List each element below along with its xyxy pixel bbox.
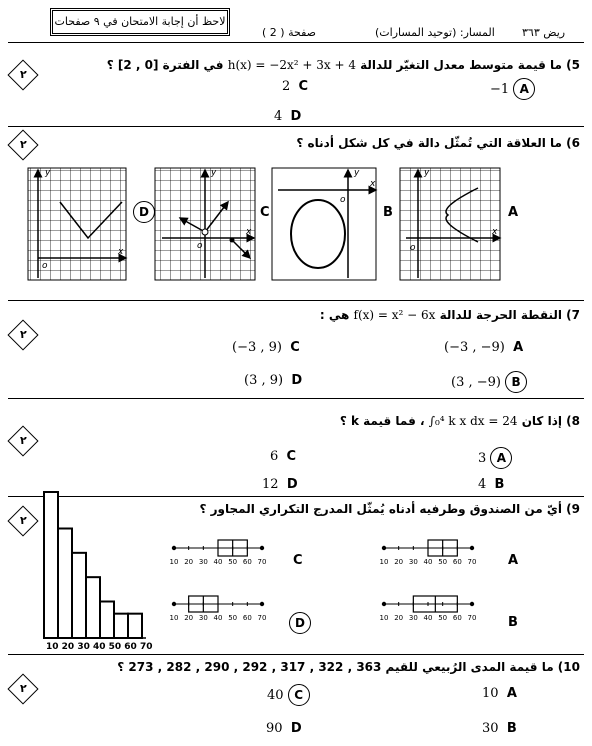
boxplot (170, 596, 267, 622)
q7-option-c[interactable]: (−3 , 9) C (232, 340, 300, 355)
histogram-axis-labels: 10 20 30 40 50 60 70 (46, 642, 153, 652)
selected-option-circle: C (288, 684, 310, 706)
scale-label: 20 (184, 614, 194, 622)
svg-text:y: y (354, 168, 360, 178)
svg-text:o: o (197, 241, 203, 251)
scale-label: 50 (228, 558, 238, 566)
frequency-histogram (40, 490, 160, 640)
q6-option-d[interactable] (133, 201, 155, 223)
selected-option-circle: D (133, 201, 155, 223)
q6-option-a[interactable]: A (508, 205, 519, 220)
scale-label: 20 (394, 614, 404, 622)
q7-option-b[interactable]: (3 , −9) B (451, 371, 527, 393)
scale-label: 10 (169, 614, 179, 622)
boxplot (380, 540, 477, 566)
score-mark: ٢ (7, 129, 38, 160)
q10-option-a[interactable]: 10 A (482, 686, 517, 701)
scale-label: 40 (213, 558, 223, 566)
q8-option-c[interactable]: 6 C (270, 449, 297, 464)
scale-label: 70 (257, 614, 267, 622)
scale-label: 20 (394, 558, 404, 566)
scale-label: 20 (184, 558, 194, 566)
scale-label: 70 (467, 558, 477, 566)
scale-label: 60 (242, 614, 252, 622)
q6-graphs (0, 160, 592, 300)
graph-d (28, 168, 126, 280)
q5-expression: h(x) = −2x² + 3x + 4 (227, 58, 356, 72)
question-10-text: 10) ما قيمة المدى الرُبيعي للقيم 363 , 322 , 317 , 292 , 290 , 282 , 273 ؟ (117, 660, 580, 674)
scale-label: 40 (423, 558, 433, 566)
svg-text:o: o (340, 195, 346, 205)
graph-b (272, 168, 376, 280)
scale-label: 30 (198, 558, 208, 566)
divider (8, 300, 584, 301)
q8-expression: ∫₀⁴ k x dx = 24 (428, 414, 518, 428)
svg-text:x: x (492, 227, 498, 237)
scale-label: 70 (467, 614, 477, 622)
course-code: ريض ٣٦٣ (522, 26, 566, 39)
q5-option-c[interactable]: 2 C (282, 79, 309, 94)
q6-option-b[interactable]: B (383, 205, 393, 220)
scale-label: 30 (408, 614, 418, 622)
scale-label: 10 (169, 558, 179, 566)
q7-expression: f(x) = x² − 6x (353, 308, 436, 322)
histogram-bar (114, 614, 128, 638)
scale-label: 60 (452, 558, 462, 566)
divider (8, 654, 584, 655)
graph-c (155, 168, 255, 280)
svg-text:x: x (370, 179, 376, 189)
selected-option-circle: A (513, 78, 535, 100)
scale-label: 50 (438, 614, 448, 622)
scale-label: 50 (228, 614, 238, 622)
scale-label: 40 (423, 614, 433, 622)
divider (8, 398, 584, 399)
histogram-bar (72, 553, 86, 638)
svg-text:o: o (410, 243, 416, 253)
q8-option-b[interactable]: 4 B (478, 477, 505, 492)
q10-option-c[interactable]: 40 C (267, 684, 310, 706)
page-number: صفحة ( 2 ) (262, 26, 316, 39)
exam-pages-note: لاحظ أن إجابة الامتحان في ٩ صفحات (50, 8, 230, 36)
score-mark: ٢ (7, 673, 38, 704)
boxplot (170, 540, 267, 566)
track-label: المسار: (توحيد المسارات) (375, 26, 495, 39)
scale-label: 10 (379, 558, 389, 566)
svg-text:y: y (211, 168, 217, 178)
q9-boxplots (160, 528, 592, 638)
svg-text:o: o (42, 261, 48, 271)
divider (8, 126, 584, 127)
q7-option-d[interactable]: (3 , 9) D (244, 373, 303, 388)
q10-option-b[interactable]: 30 B (482, 721, 517, 736)
question-7-text: 7) النقطة الحرجة للدالة f(x) = x² − 6x هي : (319, 308, 580, 322)
graph-a (400, 168, 500, 280)
q8-option-a[interactable]: 3 A (478, 447, 512, 469)
histogram-bar (128, 614, 142, 638)
q8-option-d[interactable]: 12 D (262, 477, 298, 492)
score-mark: ٢ (7, 59, 38, 90)
score-mark: ٢ (7, 505, 38, 536)
question-9-text: 9) أيّ من الصندوق وطرفيه أدناه يُمثّل المدرج التكراري المجاور ؟ (199, 502, 580, 516)
histogram-bar (86, 577, 100, 638)
q5-option-a[interactable]: −1 A (490, 78, 535, 100)
selected-option-circle: B (505, 371, 527, 393)
q6-option-c[interactable]: C (260, 205, 270, 220)
scale-label: 60 (242, 558, 252, 566)
q9-option-d[interactable] (289, 612, 311, 634)
boxplot (380, 596, 477, 622)
svg-text:y: y (424, 168, 430, 178)
selected-option-circle: A (490, 447, 512, 469)
question-8-text: 8) إذا كان ∫₀⁴ k x dx = 24 ، فما قيمة k ؟ (339, 414, 580, 428)
q9-option-b[interactable]: B (508, 615, 518, 630)
q10-option-d[interactable]: 90 D (266, 721, 302, 736)
score-mark: ٢ (7, 425, 38, 456)
question-6-text: 6) ما العلاقة التي تُمثّل دالة في كل شكل أدناه ؟ (296, 136, 580, 150)
q9-option-a[interactable]: A (508, 553, 519, 568)
scale-label: 10 (379, 614, 389, 622)
score-mark: ٢ (7, 319, 38, 350)
histogram-bar (100, 602, 114, 639)
histogram-bar (58, 529, 72, 639)
scale-label: 30 (198, 614, 208, 622)
selected-option-circle: D (289, 612, 311, 634)
q7-option-a[interactable]: (−3 , −9) A (444, 340, 524, 355)
scale-label: 50 (438, 558, 448, 566)
svg-text:y: y (45, 168, 51, 178)
scale-label: 60 (452, 614, 462, 622)
scale-label: 40 (213, 614, 223, 622)
svg-text:x: x (246, 227, 252, 237)
header-divider (8, 42, 584, 43)
scale-label: 30 (408, 558, 418, 566)
scale-label: 70 (257, 558, 267, 566)
q9-option-c[interactable]: C (293, 553, 303, 568)
q5-option-d[interactable]: 4 D (274, 109, 302, 124)
histogram-bar (44, 492, 58, 638)
svg-text:x: x (118, 247, 124, 257)
question-5-text: 5) ما قيمة متوسط معدل التغيّر للدالة h(x) = −2x² + 3x + 4 في الفترة [0 , 2] ؟ (106, 58, 580, 72)
